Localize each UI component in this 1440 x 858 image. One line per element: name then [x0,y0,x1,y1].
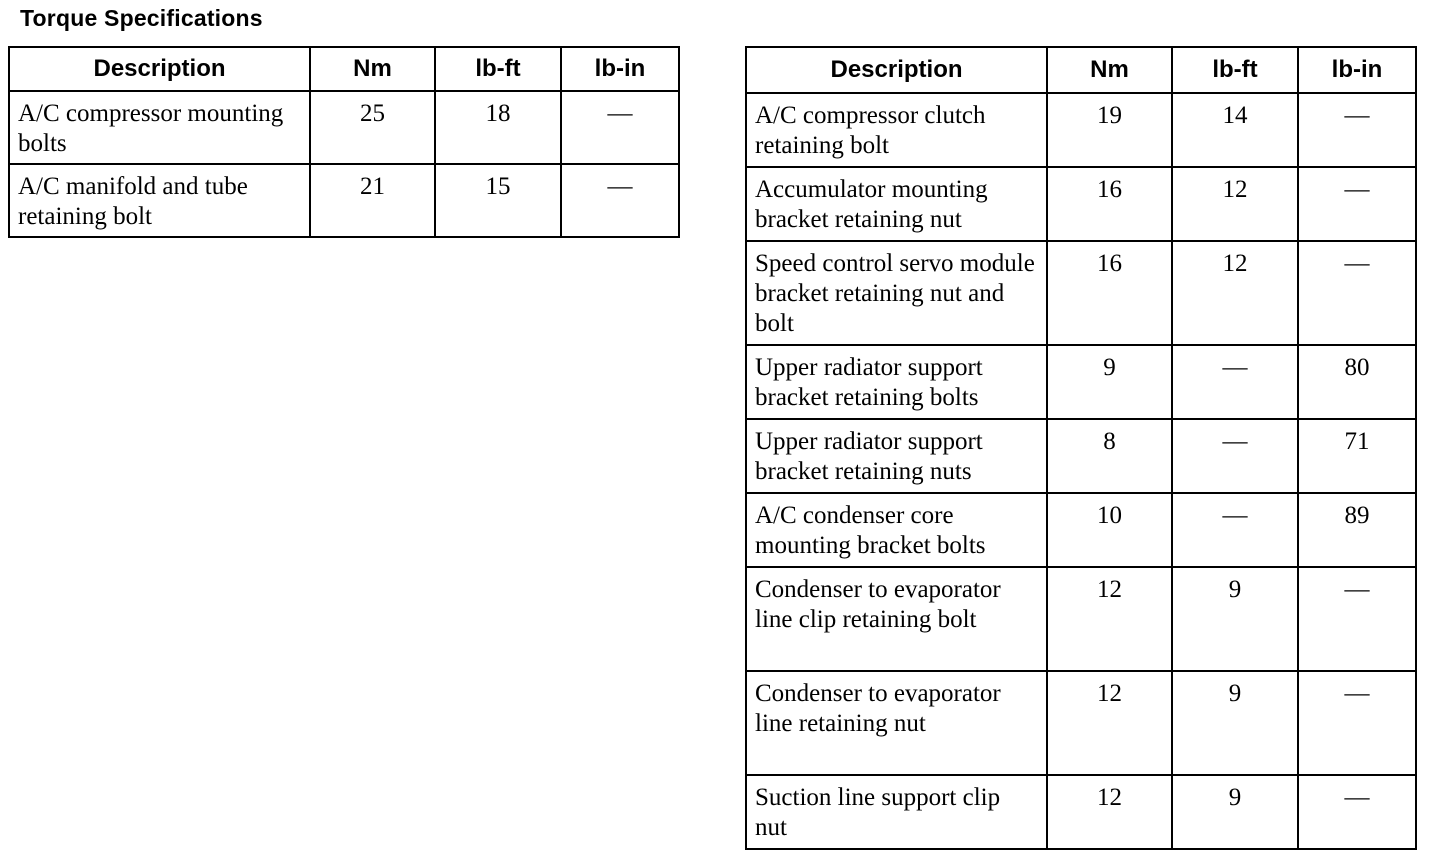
table-row [746,493,1416,567]
table-row [9,164,679,237]
lbin-cell: — [1298,775,1416,849]
nm-cell: 8 [1047,419,1172,493]
nm-cell: 12 [1047,775,1172,849]
table-row [746,241,1416,345]
table-row [9,91,679,164]
description-cell: A/C manifold and tube retaining bolt [9,164,310,237]
lbin-cell: — [1298,93,1416,167]
lbin-cell: — [561,164,679,237]
column-header-lbft: lb-ft [435,47,561,91]
description-cell: Condenser to evaporator line retaining nut [746,671,1047,775]
nm-cell: 19 [1047,93,1172,167]
nm-cell: 10 [1047,493,1172,567]
table-row [746,671,1416,775]
description-cell: A/C compressor clutch retaining bolt [746,93,1047,167]
lbft-cell: 9 [1172,567,1298,671]
lbft-cell: 9 [1172,775,1298,849]
lbin-cell: 80 [1298,345,1416,419]
nm-cell: 25 [310,91,435,164]
page-title: Torque Specifications [20,5,263,31]
lbft-cell: 18 [435,91,561,164]
column-header-lbin: lb-in [561,47,679,91]
lbin-cell: — [1298,567,1416,671]
description-cell: Suction line support clip nut [746,775,1047,849]
lbft-cell: 12 [1172,241,1298,345]
nm-cell: 16 [1047,167,1172,241]
nm-cell: 12 [1047,671,1172,775]
column-header-lbft: lb-ft [1172,47,1298,93]
table-row [746,775,1416,849]
table-row [746,419,1416,493]
column-header-lbin: lb-in [1298,47,1416,93]
column-header-nm: Nm [1047,47,1172,93]
table-row [746,93,1416,167]
torque-table-right [745,46,1417,850]
lbin-cell: 71 [1298,419,1416,493]
nm-cell: 16 [1047,241,1172,345]
description-cell: A/C condenser core mounting bracket bolts [746,493,1047,567]
lbft-cell: — [1172,345,1298,419]
description-cell: Speed control servo module bracket retaining nut and bolt [746,241,1047,345]
lbft-cell: — [1172,419,1298,493]
table-header-row [9,47,679,91]
lbft-cell: 12 [1172,167,1298,241]
description-cell: Upper radiator support bracket retaining bolts [746,345,1047,419]
nm-cell: 21 [310,164,435,237]
lbin-cell: — [561,91,679,164]
description-cell: A/C compressor mounting bolts [9,91,310,164]
nm-cell: 9 [1047,345,1172,419]
description-cell: Accumulator mounting bracket retaining nut [746,167,1047,241]
column-header-description: Description [9,47,310,91]
lbin-cell: 89 [1298,493,1416,567]
column-header-nm: Nm [310,47,435,91]
nm-cell: 12 [1047,567,1172,671]
table-header-row [746,47,1416,93]
lbft-cell: 9 [1172,671,1298,775]
lbft-cell: — [1172,493,1298,567]
table-row [746,167,1416,241]
lbft-cell: 15 [435,164,561,237]
lbft-cell: 14 [1172,93,1298,167]
table-row [746,567,1416,671]
torque-table-left [8,46,680,238]
lbin-cell: — [1298,241,1416,345]
description-cell: Upper radiator support bracket retaining nuts [746,419,1047,493]
table-row [746,345,1416,419]
column-header-description: Description [746,47,1047,93]
description-cell: Condenser to evaporator line clip retaining bolt [746,567,1047,671]
lbin-cell: — [1298,167,1416,241]
lbin-cell: — [1298,671,1416,775]
